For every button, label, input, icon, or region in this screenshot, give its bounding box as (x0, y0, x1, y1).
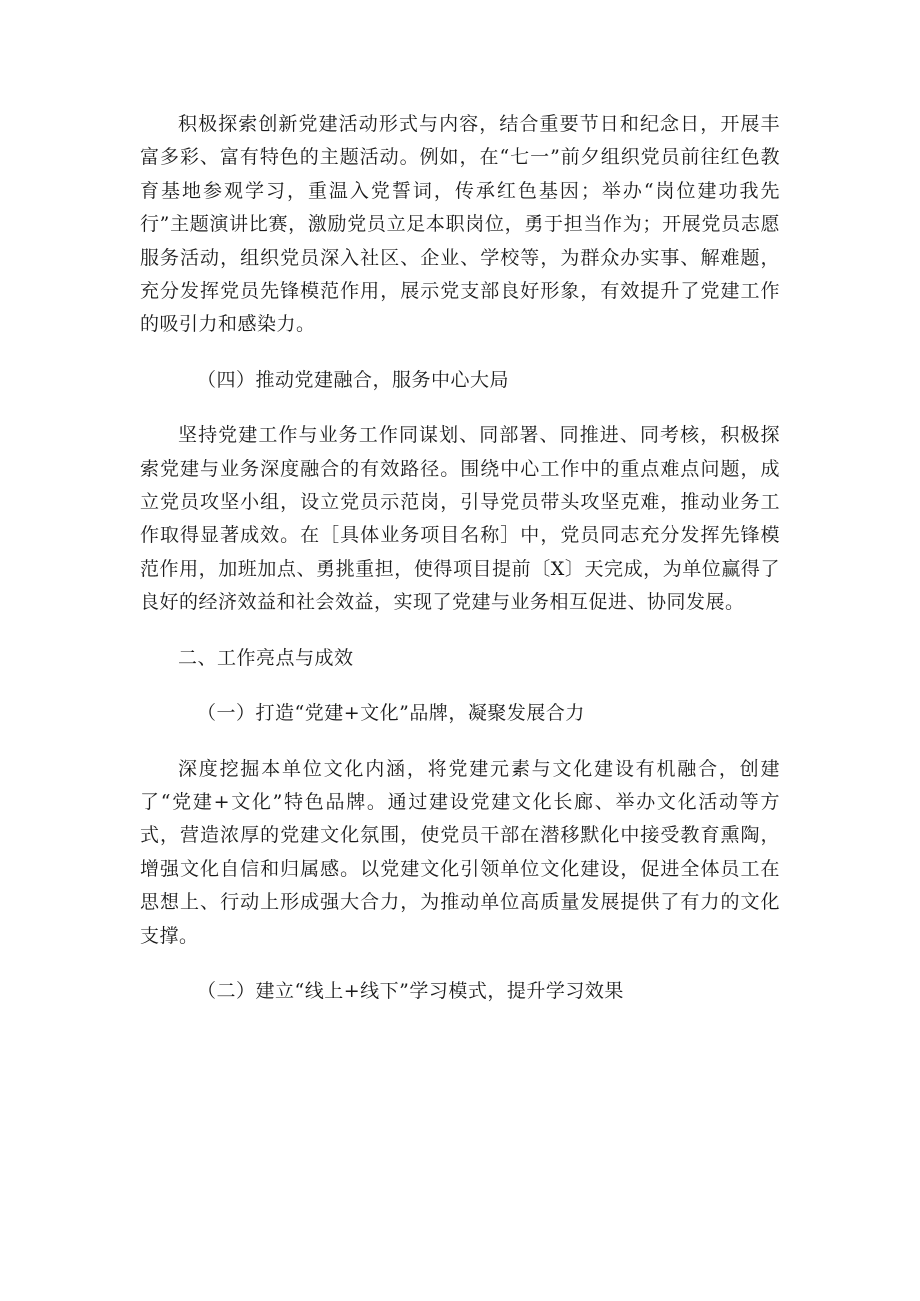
paragraph-activities: 积极探索创新党建活动形式与内容，结合重要节日和纪念日，开展丰富多彩、富有特色的主题活动。例如，在“七一”前夕组织党员前往红色教育基地参观学习，重温入党誓词，传承红色基因；举办“岗位建功我先行”主题演讲比赛，激励党员立足本职岗位，勇于担当作为；开展党员志愿服务活动，组织党员深入社区、企业、学校等，为群众办实事、解难题，充分发挥党员先锋模范作用，展示党支部良好形象，有效提升了党建工作的吸引力和感染力。 (140, 113, 780, 336)
section-heading-highlights: 二、工作亮点与成效 (178, 646, 354, 669)
paragraph-integration: 坚持党建工作与业务工作同谋划、同部署、同推进、同考核，积极探索党建与业务深度融合的有效路径。围绕中心工作中的重点难点问题，成立党员攻坚小组，设立党员示范岗，引导党员带头攻坚克难，推动业务工作取得显著成效。在［具体业务项目名称］中，党员同志充分发挥先锋模范作用，加班加点、勇挑重担，使得项目提前〔X〕天完成，为单位赢得了良好的经济效益和社会效益，实现了党建与业务相互促进、协同发展。 (140, 424, 780, 614)
heading-learning-mode: （二）建立“线上+线下”学习模式，提升学习效果 (197, 979, 624, 1002)
paragraph-culture: 深度挖掘本单位文化内涵，将党建元素与文化建设有机融合，创建了“党建+文化”特色品牌。通过建设党建文化长廊、举办文化活动等方式，营造浓厚的党建文化氛围，使党员干部在潜移默化中接受教育熏陶，增强文化自信和归属感。以党建文化引领单位文化建设，促进全体员工在思想上、行动上形成强大合力，为推动单位高质量发展提供了有力的文化支撑。 (140, 757, 780, 947)
heading-party-integration: （四）推动党建融合，服务中心大局 (197, 368, 510, 391)
heading-culture-brand: （一）打造“党建+文化”品牌，凝聚发展合力 (197, 702, 585, 725)
document-body (140, 108, 780, 1030)
